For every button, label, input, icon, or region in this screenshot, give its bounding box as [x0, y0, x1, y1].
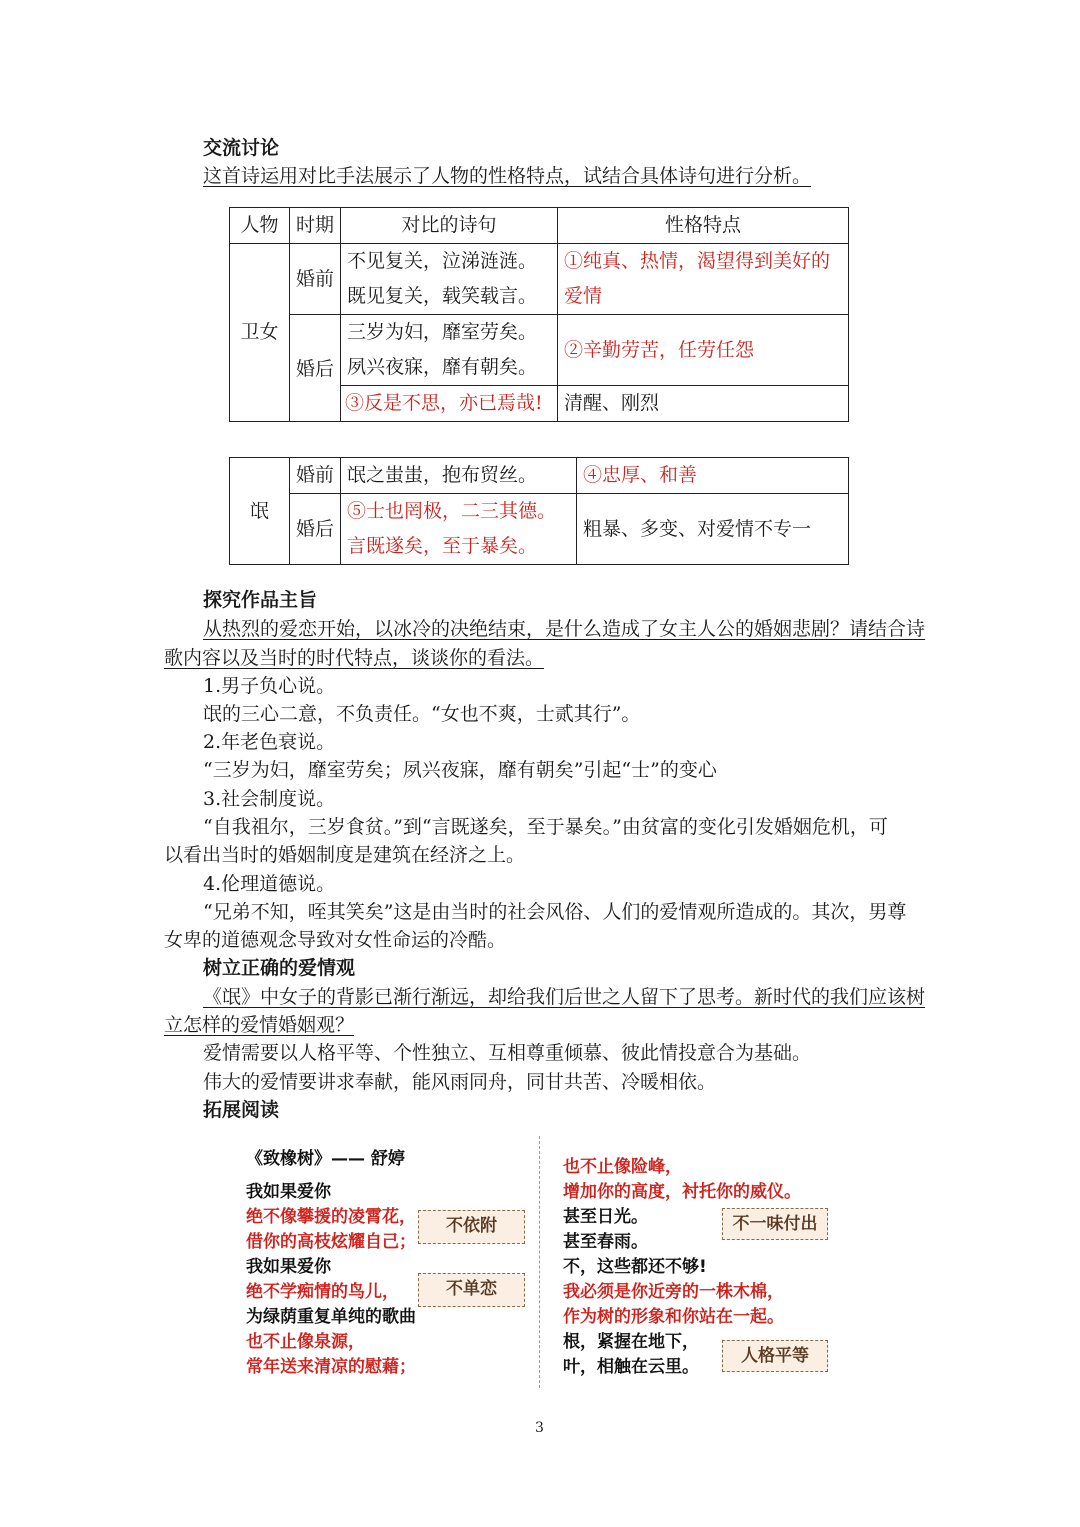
tag-equal-personality: 人格平等	[722, 1340, 828, 1372]
theme-question-line1: 从热烈的爱恋开始，以冰冷的决绝结束，是什么造成了女主人公的婚姻悲剧？请结合诗	[203, 618, 926, 640]
comparison-table-weinv	[229, 207, 849, 422]
poem-line: 我如果爱你	[246, 1257, 331, 1277]
poem-line: 叶，相触在云里。	[563, 1357, 699, 1377]
poem-line: 根，紧握在地下，	[563, 1332, 699, 1352]
tag-not-only-giving: 不一味付出	[722, 1208, 828, 1240]
line: 夙兴夜寐，靡有朝矣。	[347, 356, 538, 378]
point-4-text-line1: “兄弟不知，咥其笑矣”这是由当时的社会风俗、人们的爱情观所造成的。其次，男尊	[203, 901, 907, 923]
poem-line: 我必须是你近旁的一株木棉，	[563, 1282, 784, 1302]
line: 三岁为妇，靡室劳矣。	[347, 321, 538, 343]
lines-after	[341, 315, 558, 386]
lines-after	[341, 494, 577, 565]
poem-line: 作为树的形象和你站在一起。	[563, 1307, 784, 1327]
poem-line: 常年送来清凉的慰藉；	[246, 1357, 416, 1377]
page-number: 3	[535, 1420, 544, 1436]
period-before: 婚前	[290, 458, 341, 494]
person-meng: 氓	[230, 458, 290, 565]
theme-question-line2: 歌内容以及当时的时代特点，谈谈你的看法。	[164, 647, 545, 669]
header-person: 人物	[230, 208, 290, 244]
point-2: 2.年老色衰说。	[203, 731, 336, 753]
point-3-text-line1: “自我祖尔，三岁食贫。”到“言既遂矣，至于暴矣。”由贫富的变化引发婚姻危机，可	[203, 816, 888, 838]
trait-line: 爱情	[564, 285, 603, 307]
line: 既见复关，载笑载言。	[347, 285, 538, 307]
poem-line: 绝不学痴情的鸟儿，	[246, 1282, 399, 1302]
period-after: 婚后	[290, 315, 341, 422]
trait-line: ①纯真、热情，渴望得到美好的	[564, 250, 831, 272]
poem-line: 甚至日光。	[563, 1207, 648, 1227]
section-title-love-view: 树立正确的爱情观	[203, 957, 356, 979]
line: 不见复关，泣涕涟涟。	[347, 250, 538, 272]
point-4-text-line2: 女卑的道德观念导致对女性命运的冷酷。	[164, 929, 507, 951]
line: ⑤士也罔极，二三其德。	[347, 500, 557, 522]
trait-decisive: 清醒、刚烈	[558, 386, 849, 422]
person-weinv: 卫女	[230, 244, 290, 422]
tag-not-one-sided: 不单恋	[418, 1273, 525, 1307]
header-lines: 对比的诗句	[341, 208, 558, 244]
point-2-text: “三岁为妇，靡室劳矣；夙兴夜寐，靡有朝矣”引起“士”的变心	[203, 759, 717, 781]
poem-left-column	[246, 1180, 416, 1380]
header-trait: 性格特点	[558, 208, 849, 244]
point-3: 3.社会制度说。	[203, 788, 336, 810]
trait-before	[558, 244, 849, 315]
line-decisive: ③反是不思，亦已焉哉!	[341, 386, 558, 422]
point-1-text: 氓的三心二意，不负责任。“女也不爽，士贰其行”。	[203, 703, 641, 725]
love-view-answer-2: 伟大的爱情要讲求奉献，能风雨同舟，同甘共苦、冷暖相依。	[203, 1071, 717, 1093]
section-title-theme: 探究作品主旨	[203, 589, 318, 611]
trait-before: ④忠厚、和善	[577, 458, 849, 494]
section-title-discussion: 交流讨论	[203, 137, 280, 159]
line: 言既遂矣，至于暴矣。	[347, 535, 538, 557]
point-4: 4.伦理道德说。	[203, 873, 336, 895]
poem-line: 绝不像攀援的凌霄花，	[246, 1207, 416, 1227]
period-before: 婚前	[290, 244, 341, 315]
love-view-question-line2: 立怎样的爱情婚姻观？	[164, 1014, 355, 1036]
trait-after: 粗暴、多变、对爱情不专一	[577, 494, 849, 565]
line-before: 氓之蚩蚩，抱布贸丝。	[341, 458, 577, 494]
poem-line: 为绿荫重复单纯的歌曲	[246, 1307, 416, 1327]
period-after: 婚后	[290, 494, 341, 565]
love-view-question-line1: 《氓》中女子的背影已渐行渐远，却给我们后世之人留下了思考。新时代的我们应该树	[203, 986, 926, 1008]
comparison-table-meng	[229, 457, 849, 565]
poem-title: 《致橡树》—— 舒婷	[246, 1149, 405, 1169]
poem-line: 借你的高枝炫耀自己；	[246, 1232, 416, 1252]
poem-line: 也不止像险峰，	[563, 1157, 682, 1177]
poem-line: 也不止像泉源，	[246, 1332, 365, 1352]
column-divider	[539, 1136, 540, 1388]
trait-after: ②辛勤劳苦，任劳任怨	[558, 315, 849, 386]
section-title-extended-reading: 拓展阅读	[203, 1099, 280, 1121]
discussion-question: 这首诗运用对比手法展示了人物的性格特点，试结合具体诗句进行分析。	[203, 165, 812, 187]
lines-before	[341, 244, 558, 315]
tag-not-dependent: 不依附	[418, 1210, 525, 1244]
point-1: 1.男子负心说。	[203, 675, 336, 697]
love-view-answer-1: 爱情需要以人格平等、个性独立、互相尊重倾慕、彼此情投意合为基础。	[203, 1042, 812, 1064]
poem-line: 不，这些都还不够!	[563, 1257, 707, 1277]
header-period: 时期	[290, 208, 341, 244]
point-3-text-line2: 以看出当时的婚姻制度是建筑在经济之上。	[164, 844, 526, 866]
poem-line: 甚至春雨。	[563, 1232, 648, 1252]
poem-line: 我如果爱你	[246, 1182, 331, 1202]
poem-line: 增加你的高度，衬托你的威仪。	[563, 1182, 801, 1202]
